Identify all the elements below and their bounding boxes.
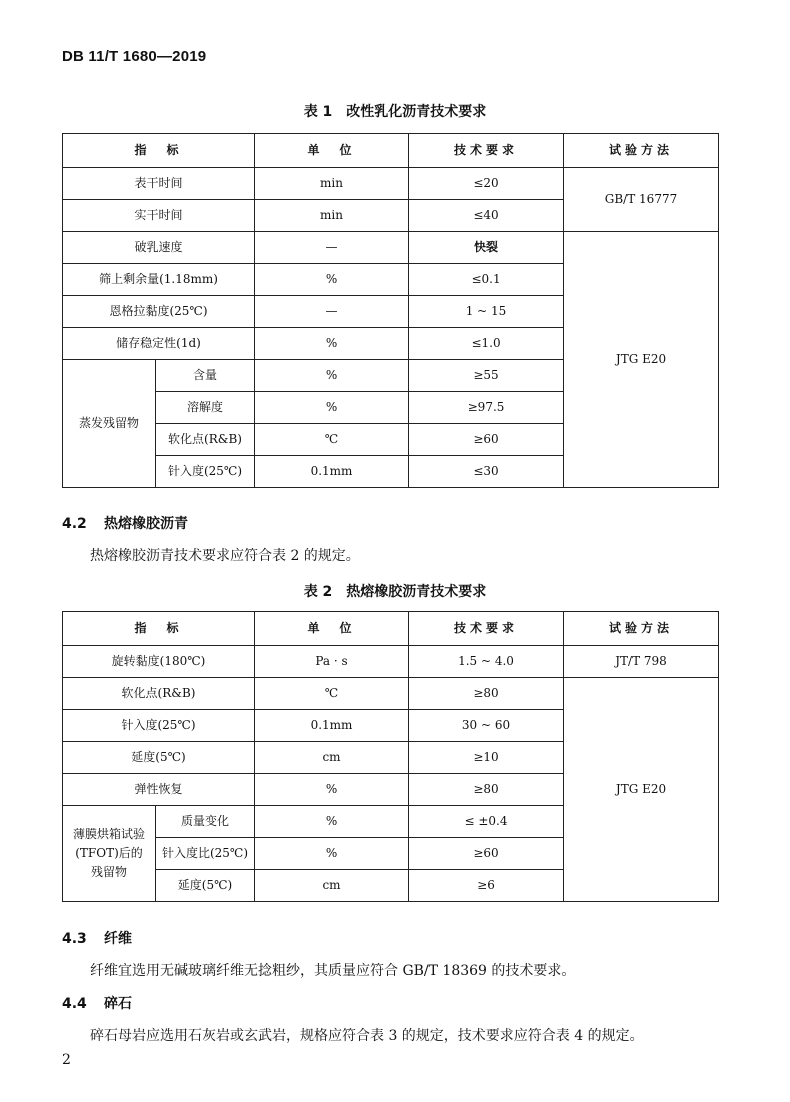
method-cell: JTG E20 xyxy=(564,678,719,902)
unit-cell: cm xyxy=(255,870,409,902)
unit-cell: Pa · s xyxy=(255,646,409,678)
unit-cell: ℃ xyxy=(255,424,409,456)
requirement-cell: ≤0.1 xyxy=(409,264,564,296)
table2 xyxy=(62,611,719,902)
requirement-cell: ≥10 xyxy=(409,742,564,774)
unit-cell: min xyxy=(255,168,409,200)
table2-header-unit: 单 位 xyxy=(255,612,409,646)
group-cell: 蒸发残留物 xyxy=(63,360,156,488)
item-cell: 软化点(R&B) xyxy=(156,424,255,456)
requirement-cell: 30 ~ 60 xyxy=(409,710,564,742)
requirement-cell: ≥80 xyxy=(409,774,564,806)
requirement-cell: ≥55 xyxy=(409,360,564,392)
table1-header-method: 试验方法 xyxy=(564,134,719,168)
group-cell xyxy=(63,806,156,902)
table-row xyxy=(63,168,719,200)
table-row xyxy=(63,678,719,710)
requirement-cell: ≤ ±0.4 xyxy=(409,806,564,838)
document-code: DB 11/T 1680—2019 xyxy=(62,48,207,65)
unit-cell: % xyxy=(255,328,409,360)
page-number: 2 xyxy=(62,1052,71,1068)
item-cell: 含量 xyxy=(156,360,255,392)
requirement-cell: 1 ~ 15 xyxy=(409,296,564,328)
unit-cell: cm xyxy=(255,742,409,774)
section-title: 碎石 xyxy=(104,996,132,1012)
unit-cell: % xyxy=(255,806,409,838)
unit-cell: ℃ xyxy=(255,678,409,710)
requirement-cell: ≥60 xyxy=(409,424,564,456)
item-cell: 表干时间 xyxy=(63,168,255,200)
item-cell: 弹性恢复 xyxy=(63,774,255,806)
unit-cell: — xyxy=(255,296,409,328)
requirement-cell: ≥60 xyxy=(409,838,564,870)
section-number: 4.3 xyxy=(62,931,87,947)
item-cell: 溶解度 xyxy=(156,392,255,424)
unit-cell: % xyxy=(255,774,409,806)
requirement-cell: ≤40 xyxy=(409,200,564,232)
item-cell: 延度(5℃) xyxy=(63,742,255,774)
section-4-2-text: 热熔橡胶沥青技术要求应符合表 2 的规定。 xyxy=(90,548,360,564)
unit-cell: min xyxy=(255,200,409,232)
table2-header-requirement: 技术要求 xyxy=(409,612,564,646)
item-cell: 筛上剩余量(1.18mm) xyxy=(63,264,255,296)
method-cell: GB/T 16777 xyxy=(564,168,719,232)
item-cell: 储存稳定性(1d) xyxy=(63,328,255,360)
item-cell: 针入度(25℃) xyxy=(63,710,255,742)
table1-caption: 表 1 改性乳化沥青技术要求 xyxy=(303,104,487,120)
table2-caption: 表 2 热熔橡胶沥青技术要求 xyxy=(303,584,487,600)
section-4-2-heading xyxy=(62,513,188,533)
group-line: 薄膜烘箱试验 xyxy=(72,826,145,841)
section-number: 4.2 xyxy=(62,516,87,532)
section-4-3-heading xyxy=(62,928,132,948)
section-title: 纤维 xyxy=(104,931,132,947)
requirement-cell: ≤20 xyxy=(409,168,564,200)
section-4-4-text: 碎石母岩应选用石灰岩或玄武岩，规格应符合表 3 的规定，技术要求应符合表 4 的规定。 xyxy=(90,1028,644,1044)
requirement-cell: ≥97.5 xyxy=(409,392,564,424)
requirement-cell: ≥80 xyxy=(409,678,564,710)
requirement-cell: ≤1.0 xyxy=(409,328,564,360)
section-number: 4.4 xyxy=(62,996,87,1012)
table-row xyxy=(63,232,719,264)
item-cell: 延度(5℃) xyxy=(156,870,255,902)
table2-header-item: 指 标 xyxy=(63,612,255,646)
group-line: (TFOT)后的 xyxy=(75,845,143,860)
item-cell: 针入度比(25℃) xyxy=(156,838,255,870)
section-title: 热熔橡胶沥青 xyxy=(104,516,188,532)
requirement-cell: 快裂 xyxy=(409,232,564,264)
item-cell: 恩格拉黏度(25℃) xyxy=(63,296,255,328)
method-cell: JT/T 798 xyxy=(564,646,719,678)
unit-cell: % xyxy=(255,838,409,870)
table1-header-requirement: 技术要求 xyxy=(409,134,564,168)
requirement-cell: 1.5 ~ 4.0 xyxy=(409,646,564,678)
unit-cell: % xyxy=(255,392,409,424)
item-cell: 质量变化 xyxy=(156,806,255,838)
unit-cell: 0.1mm xyxy=(255,710,409,742)
table2-header-row xyxy=(63,612,719,646)
item-cell: 软化点(R&B) xyxy=(63,678,255,710)
item-cell: 旋转黏度(180℃) xyxy=(63,646,255,678)
table1-header-row xyxy=(63,134,719,168)
table1 xyxy=(62,133,719,488)
requirement-cell: ≤30 xyxy=(409,456,564,488)
unit-cell: — xyxy=(255,232,409,264)
section-4-3-text: 纤维宜选用无碱玻璃纤维无捻粗纱，其质量应符合 GB/T 18369 的技术要求。 xyxy=(90,963,576,979)
item-cell: 针入度(25℃) xyxy=(156,456,255,488)
item-cell: 破乳速度 xyxy=(63,232,255,264)
section-4-4-heading xyxy=(62,993,132,1013)
table2-header-method: 试验方法 xyxy=(564,612,719,646)
requirement-cell: ≥6 xyxy=(409,870,564,902)
method-cell: JTG E20 xyxy=(564,232,719,488)
item-cell: 实干时间 xyxy=(63,200,255,232)
table-row xyxy=(63,646,719,678)
table1-header-item: 指 标 xyxy=(63,134,255,168)
table1-header-unit: 单 位 xyxy=(255,134,409,168)
group-line: 残留物 xyxy=(90,865,127,880)
unit-cell: % xyxy=(255,360,409,392)
unit-cell: % xyxy=(255,264,409,296)
unit-cell: 0.1mm xyxy=(255,456,409,488)
